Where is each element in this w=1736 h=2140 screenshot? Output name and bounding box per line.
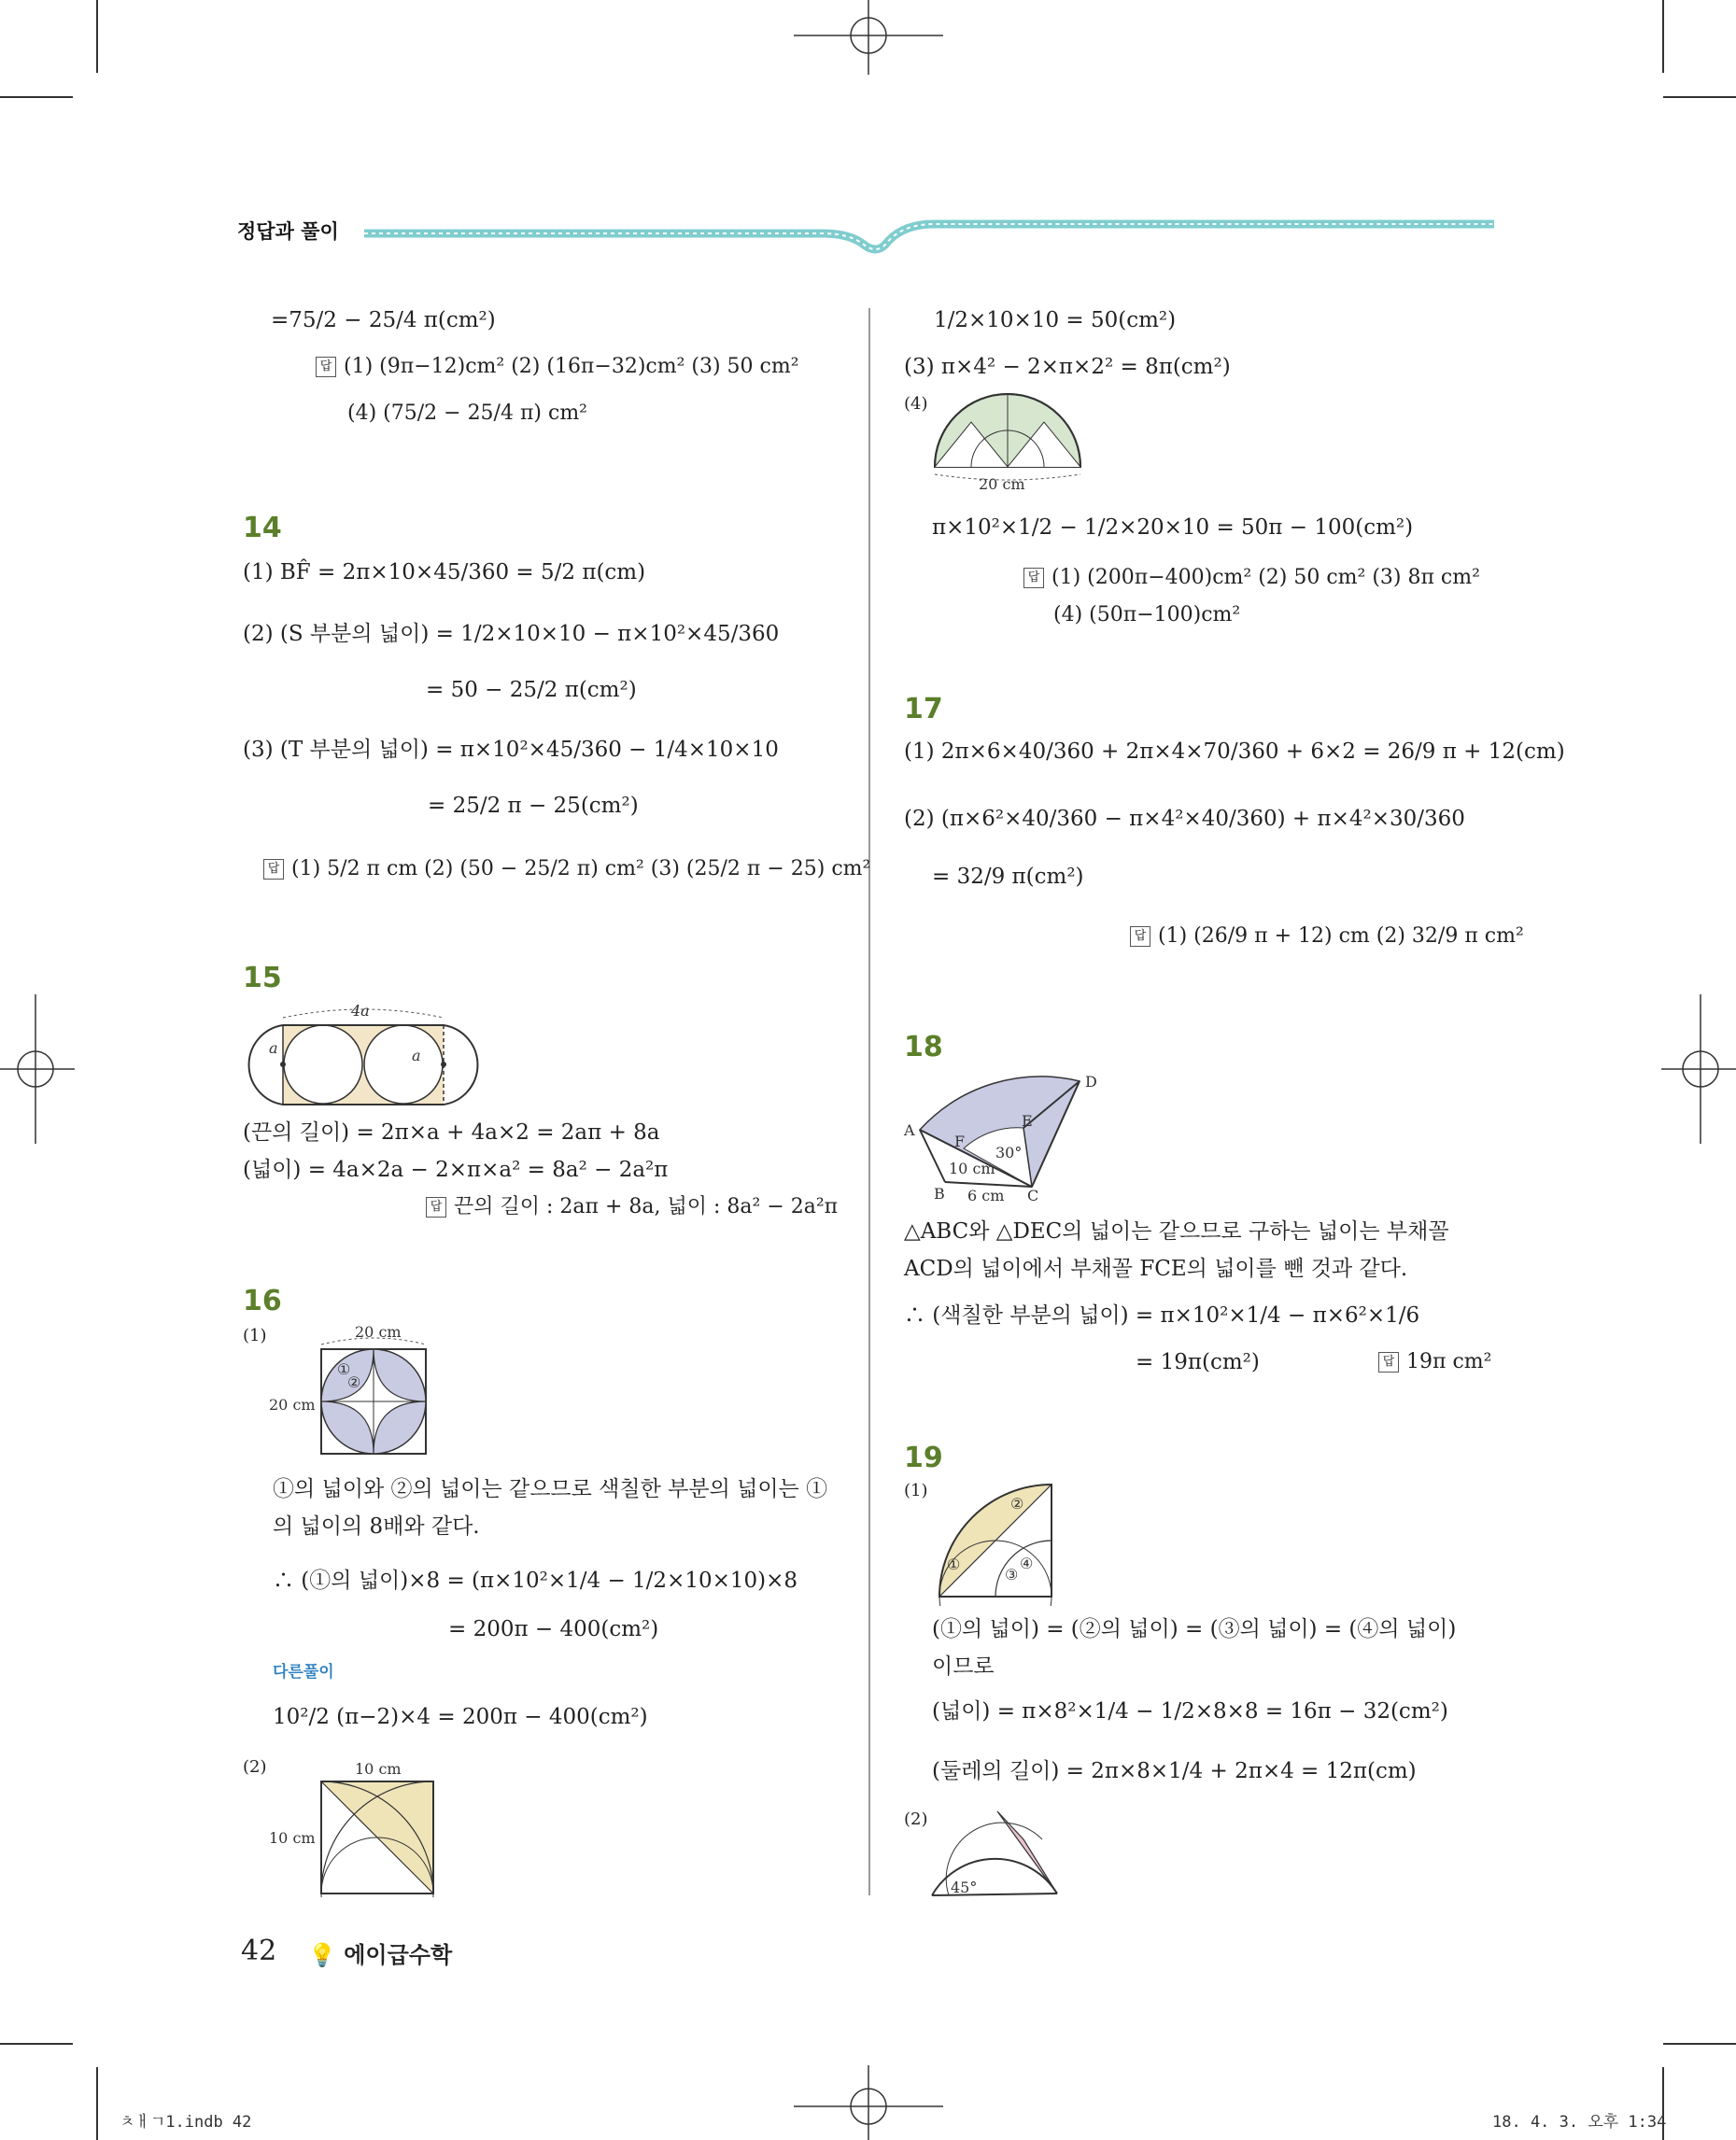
p15-label-4a: 4a: [351, 1002, 370, 1020]
p19-line-3: (넓이) = π×8²×1/4 − 1/2×8×8 = 16π − 32(cm²): [932, 1699, 1448, 1724]
p18-angle-30: 30°: [995, 1144, 1023, 1162]
p18-line-3: ∴ (색칠한 부분의 넓이) = π×10²×1/4 − π×6²×1/6: [904, 1303, 1420, 1328]
p16-tail-line-1: 1/2×10×10 = 50(cm²): [934, 308, 1177, 332]
p15-line-2: (넓이) = 4a×2a − 2×π×a² = 8a² − 2a²π: [243, 1158, 669, 1182]
answer-badge: 답: [1130, 926, 1150, 947]
answer-badge: 답: [1023, 568, 1044, 588]
answer-badge: 답: [316, 357, 336, 377]
p13-answer: 답 (1) (9π−12)cm² (2) (16π−32)cm² (3) 50 cm²: [316, 355, 799, 379]
p18-line-2: ACD의 넓이에서 부채꼴 FCE의 넓이를 뺀 것과 같다.: [904, 1257, 1408, 1281]
p18-figure: [902, 1064, 1117, 1204]
p14-line-1: (1) BF̂ = 2π×10×45/360 = 5/2 π(cm): [243, 560, 646, 584]
header-wave-rule: [364, 213, 1494, 260]
p15-label-a-left: a: [269, 1039, 278, 1057]
p16-line-2: 의 넓이의 8배와 같다.: [273, 1514, 480, 1539]
registration-mark-right: [1661, 994, 1736, 1144]
p19-part-2: (2): [904, 1809, 928, 1829]
p16-label-10cm-top: 10 cm: [355, 1760, 402, 1778]
p18-point-C: C: [1027, 1187, 1039, 1204]
p18-point-E: E: [1022, 1112, 1033, 1130]
p15-line-1: (끈의 길이) = 2π×a + 4a×2 = 2aπ + 8a: [243, 1120, 660, 1145]
p16-line-1: ①의 넓이와 ②의 넓이는 같으므로 색칠한 부분의 넓이는 ①: [273, 1477, 828, 1501]
answer-badge: 답: [426, 1197, 446, 1218]
problem-number-17: 17: [904, 693, 943, 725]
answer-badge: 답: [1378, 1352, 1399, 1373]
p18-len-6cm: 6 cm: [967, 1187, 1005, 1204]
p19-region-3: ③: [1005, 1566, 1019, 1584]
p19-region-1: ①: [947, 1556, 961, 1573]
p14-line-3: = 50 − 25/2 π(cm²): [426, 678, 637, 702]
footer-file-info: ㅊㅐㄱ1.indb 42: [120, 2113, 252, 2132]
p19-angle-45: 45°: [951, 1879, 978, 1896]
crop-mark: [96, 2067, 98, 2140]
p16-label-20cm-left: 20 cm: [269, 1396, 316, 1414]
p16-figure-2: [267, 1757, 454, 1897]
registration-mark-left: [0, 994, 75, 1144]
footer-print-time: 18. 4. 3. 오후 1:34: [1492, 2113, 1667, 2132]
crop-mark: [1662, 0, 1664, 73]
p14-answer: 답 (1) 5/2 π cm (2) (50 − 25/2 π) cm² (3) (25/2 π − 25) cm²: [263, 857, 870, 881]
problem-number-18: 18: [904, 1031, 943, 1063]
alt-solution-label: 다른풀이: [273, 1663, 334, 1682]
p14-line-5: = 25/2 π − 25(cm²): [428, 794, 639, 818]
p16-line-5: 10²/2 (π−2)×4 = 200π − 400(cm²): [273, 1705, 648, 1729]
column-divider: [868, 308, 870, 1895]
p16-tail-part-4: (4): [904, 394, 928, 414]
p14-line-4: (3) (T 부분의 넓이) = π×10²×45/360 − 1/4×10×10: [243, 738, 779, 762]
p19-line-2: 이므로: [932, 1654, 995, 1679]
p19-figure-2: [930, 1802, 1080, 1905]
p19-line-4: (둘레의 길이) = 2π×8×1/4 + 2π×4 = 12π(cm): [932, 1759, 1417, 1783]
bulb-icon: 💡: [308, 1942, 336, 1968]
brand-logo: 💡 에이급수학: [308, 1942, 453, 1968]
p13-answer-4: (4) (75/2 − 25/4 π) cm²: [347, 401, 587, 425]
p18-point-D: D: [1085, 1073, 1097, 1091]
page-title: 정답과 풀이: [237, 220, 339, 243]
p14-line-2: (2) (S 부분의 넓이) = 1/2×10×10 − π×10²×45/360: [243, 622, 780, 646]
p16-figure-4: [930, 392, 1089, 495]
p16-circle-2: ②: [347, 1373, 361, 1391]
problem-number-16: 16: [243, 1285, 282, 1317]
p17-line-3: = 32/9 π(cm²): [932, 865, 1084, 889]
p16-answer: 답 (1) (200π−400)cm² (2) 50 cm² (3) 8π cm²: [1023, 566, 1480, 590]
p19-part-1: (1): [904, 1481, 928, 1500]
p16-label-20cm-bottom: 20 cm: [979, 475, 1025, 493]
p17-line-1: (1) 2π×6×40/360 + 2π×4×70/360 + 6×2 = 26/9 π + 12(cm): [904, 739, 1565, 764]
p16-part-1: (1): [243, 1326, 267, 1345]
p18-point-F: F: [954, 1133, 966, 1150]
p16-figure-1: [267, 1326, 454, 1466]
p13-line: =75/2 − 25/4 π(cm²): [271, 308, 496, 332]
p19-figure-1: [930, 1475, 1061, 1606]
p16-label-10cm-left: 10 cm: [269, 1829, 316, 1847]
problem-number-14: 14: [243, 512, 282, 544]
p15-answer: 답 끈의 길이 : 2aπ + 8a, 넓이 : 8a² − 2a²π: [426, 1195, 838, 1219]
p16-answer-4: (4) (50π−100)cm²: [1053, 603, 1241, 627]
p19-line-1: (①의 넓이) = (②의 넓이) = (③의 넓이) = (④의 넓이): [932, 1617, 1457, 1641]
p16-circle-1: ①: [337, 1360, 351, 1378]
p16-line-4: = 200π − 400(cm²): [448, 1617, 659, 1641]
p18-answer: 답 19π cm²: [1378, 1350, 1491, 1374]
crop-mark: [96, 0, 98, 73]
p16-label-20cm-top: 20 cm: [355, 1326, 402, 1341]
p16-tail-line-2: (3) π×4² − 2×π×2² = 8π(cm²): [904, 355, 1231, 379]
p15-figure: [241, 997, 484, 1109]
crop-mark: [1663, 2043, 1736, 2045]
crop-mark: [0, 96, 73, 98]
p18-len-10cm: 10 cm: [949, 1160, 995, 1177]
registration-mark-bottom: [794, 2065, 943, 2140]
registration-mark-top: [794, 0, 943, 75]
p18-point-B: B: [934, 1185, 945, 1203]
crop-mark: [0, 2043, 73, 2045]
p18-line-1: △ABC와 △DEC의 넓이는 같으므로 구하는 넓이는 부채꼴: [904, 1219, 1449, 1244]
p17-line-2: (2) (π×6²×40/360 − π×4²×40/360) + π×4²×30/360: [904, 807, 1465, 831]
page-number: 42: [241, 1935, 277, 1967]
p15-label-a-right: a: [412, 1047, 421, 1064]
problem-number-15: 15: [243, 962, 282, 994]
p19-region-4: ④: [1020, 1555, 1034, 1572]
p17-answer: 답 (1) (26/9 π + 12) cm (2) 32/9 π cm²: [1130, 924, 1524, 949]
p18-line-4: = 19π(cm²): [1136, 1350, 1260, 1374]
answer-badge: 답: [263, 859, 284, 880]
p18-point-A: A: [904, 1121, 915, 1139]
p16-tail-line-3: π×10²×1/2 − 1/2×20×10 = 50π − 100(cm²): [932, 515, 1414, 540]
p19-region-2: ②: [1010, 1495, 1024, 1513]
p16-part-2: (2): [243, 1757, 267, 1777]
crop-mark: [1663, 96, 1736, 98]
problem-number-19: 19: [904, 1442, 943, 1474]
p16-line-3: ∴ (①의 넓이)×8 = (π×10²×1/4 − 1/2×10×10)×8: [273, 1569, 798, 1593]
